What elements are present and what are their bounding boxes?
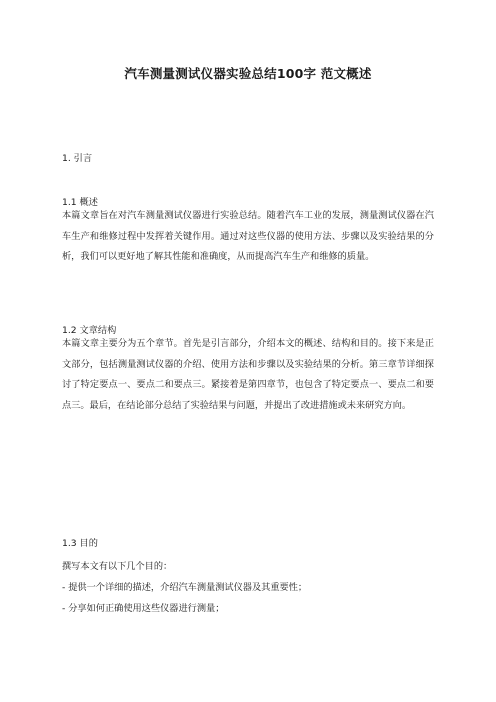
document-title: 汽车测量测试仪器实验总结100字 范文概述 xyxy=(124,66,372,81)
structure-paragraph: 本篇文章主要分为五个章节。首先是引言部分，介绍本文的概述、结构和目的。接下来是正文部分，包括测量测试仪器的介绍、使用方法和步骤以及实验结果的分析。第三章节详细探讨了特定要点一、要点二和要点三。紧接着是第四章节，也包含了特定要点一、要点二和要点三。最后，在结论部分总结了实验结果与问题，并提出了改进措施或未来研究方向。 xyxy=(62,338,434,411)
purpose-list-item: - 分享如何正确使用这些仪器进行测量； xyxy=(62,603,225,614)
purpose-list-item: - 提供一个详细的描述，介绍汽车测量测试仪器及其重要性； xyxy=(62,582,308,593)
section-heading-purpose: 1.3 目的 xyxy=(62,538,98,549)
purpose-intro: 撰写本文有以下几个目的： xyxy=(62,561,173,572)
section-heading-overview: 1.1 概述 xyxy=(62,197,98,208)
section-heading-structure: 1.2 文章结构 xyxy=(62,325,117,336)
section-heading-introduction: 1. 引言 xyxy=(62,153,93,164)
overview-paragraph: 本篇文章旨在对汽车测量测试仪器进行实验总结。随着汽车工业的发展，测量测试仪器在汽车生产和维修过程中发挥着关键作用。通过对这些仪器的使用方法、步骤以及实验结果的分析，我们可以更好地了解其性能和准确度，从而提高汽车生产和维修的质量。 xyxy=(62,210,434,262)
